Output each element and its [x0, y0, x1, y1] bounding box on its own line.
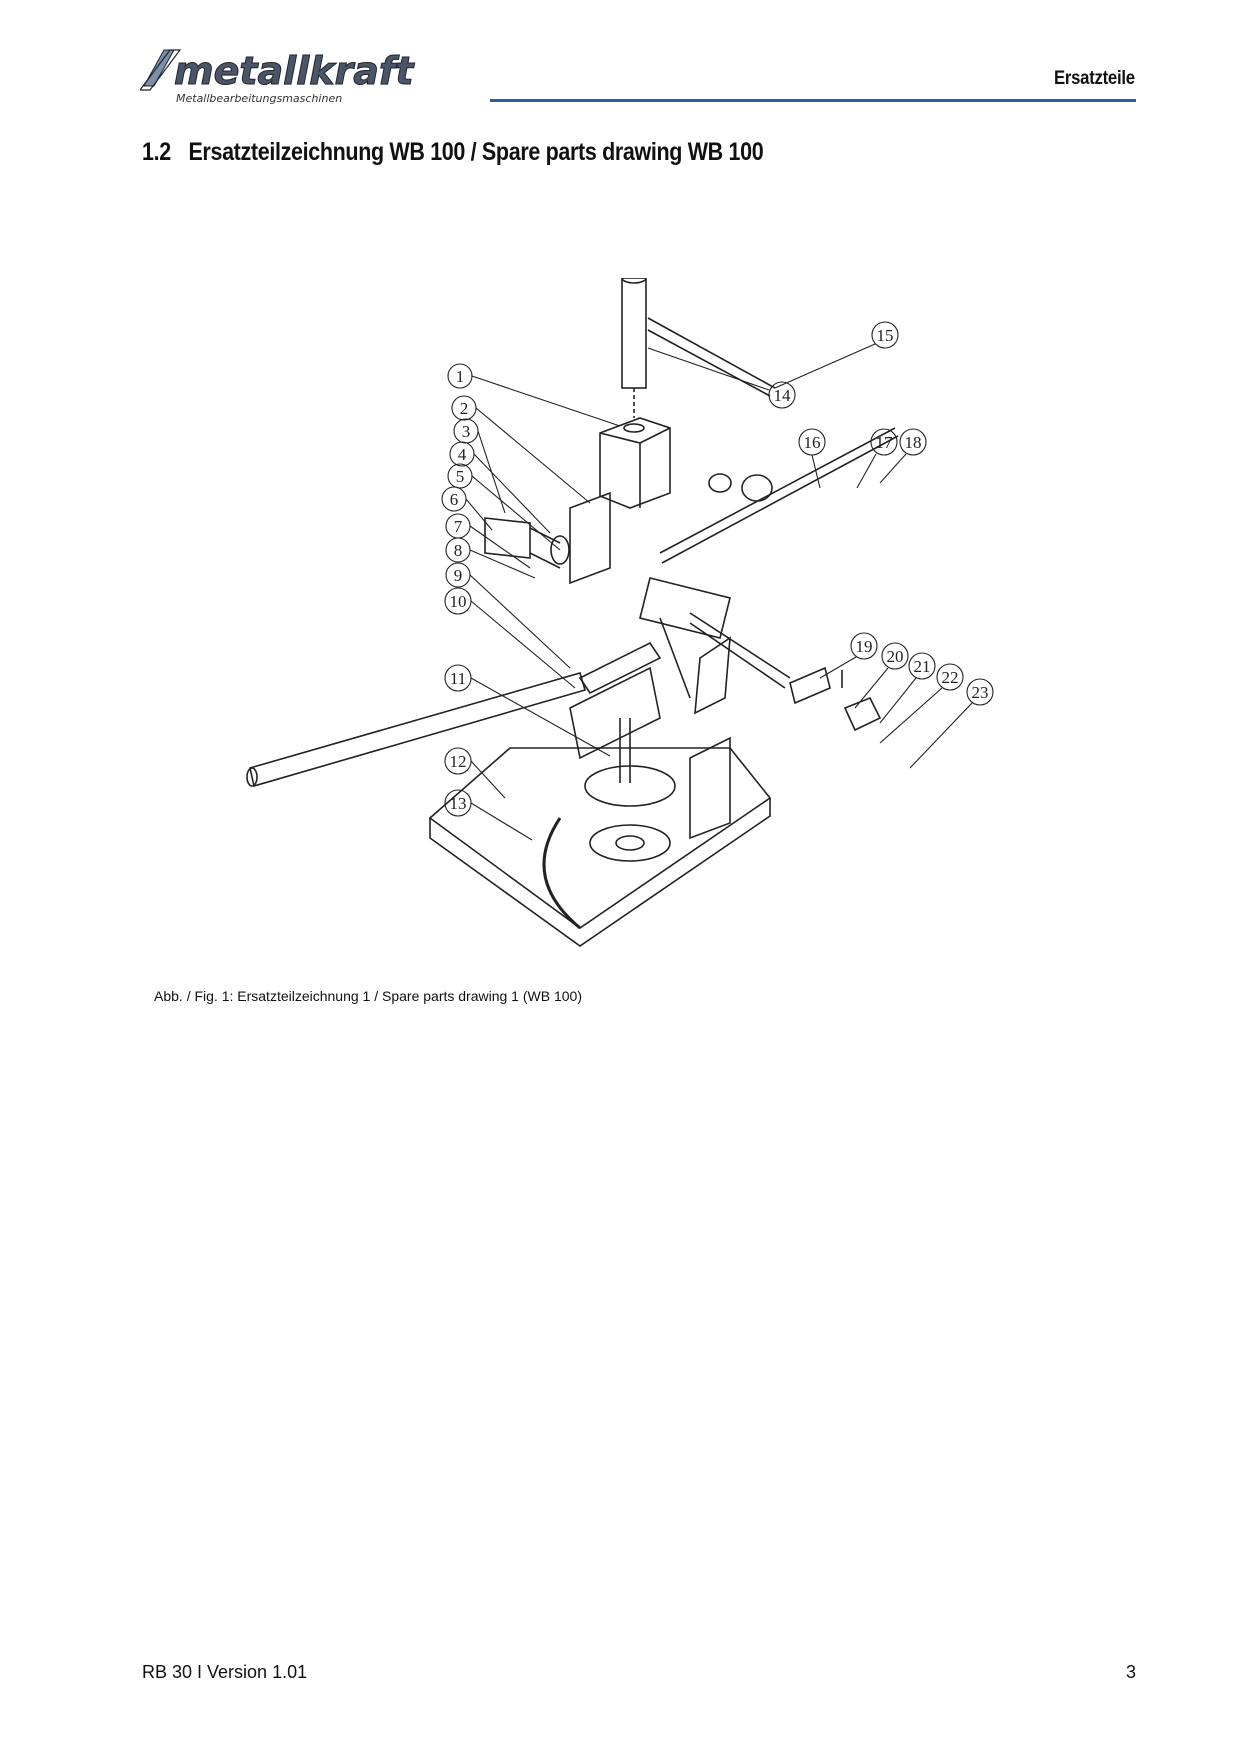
callout-14-label: 14	[773, 386, 791, 405]
callout-8-label: 8	[453, 541, 463, 560]
callout-7-label: 7	[453, 517, 463, 536]
callout-16-label: 16	[803, 433, 821, 452]
callout-18-label: 18	[904, 433, 922, 452]
callout-13-label: 13	[449, 794, 467, 813]
callout-9-label: 9	[453, 566, 463, 585]
callout-5-label: 5	[455, 467, 465, 486]
callout-12-label: 12	[449, 752, 467, 771]
spare-parts-drawing	[230, 278, 1030, 948]
callout-21-label: 21	[913, 657, 931, 676]
footer-doc-version: RB 30 I Version 1.01	[142, 1662, 308, 1682]
rod-18	[660, 428, 895, 553]
header-rule	[490, 99, 1136, 102]
callout-11	[445, 665, 610, 756]
callout-4-label: 4	[457, 445, 467, 464]
heading-number: 1.2	[142, 138, 171, 166]
figure-caption: Abb. / Fig. 1: Ersatzteilzeichnung 1 / Spare parts drawing 1 (WB 100)	[154, 988, 582, 1004]
end-cap	[845, 698, 880, 730]
callout-6-label: 6	[449, 490, 459, 509]
brand-tagline: Metallbearbeitungsmaschinen	[176, 92, 343, 105]
callout-3-label: 3	[461, 422, 471, 441]
page-heading	[142, 138, 763, 167]
callout-22-label: 22	[941, 668, 959, 687]
base-plate	[430, 748, 770, 928]
support-block	[690, 738, 730, 838]
bushing-17	[742, 475, 772, 501]
callout-1	[448, 364, 620, 426]
bending-handle	[250, 673, 585, 786]
callout-2-label: 2	[459, 399, 469, 418]
callout-17-label: 17	[875, 433, 893, 452]
section-label: Ersatzteile	[1054, 68, 1135, 89]
callout-1-label: 1	[455, 367, 465, 386]
metallkraft-logo	[140, 46, 470, 106]
callout-20-label: 20	[886, 647, 904, 666]
guide-curve	[544, 818, 580, 928]
callout-23-label: 23	[971, 683, 989, 702]
callout-9	[446, 563, 570, 668]
end-plate	[790, 668, 830, 703]
callout-11-label: 11	[449, 669, 467, 688]
callout-15-label: 15	[876, 326, 894, 345]
heading-title: Ersatzteilzeichnung WB 100 / Spare parts drawing WB 100	[188, 138, 764, 166]
callout-5	[448, 464, 560, 550]
callout-10-label: 10	[449, 592, 467, 611]
callout-19-label: 19	[855, 637, 873, 656]
vertical-plate	[570, 493, 610, 583]
footer-page-number: 3	[1125, 1662, 1136, 1682]
pin-vertical	[622, 278, 646, 388]
upper-bracket	[640, 578, 730, 638]
u-frame	[570, 668, 660, 758]
rod-15	[648, 318, 775, 388]
brand-wordmark: metallkraft	[174, 49, 414, 93]
knob-16	[709, 474, 731, 492]
